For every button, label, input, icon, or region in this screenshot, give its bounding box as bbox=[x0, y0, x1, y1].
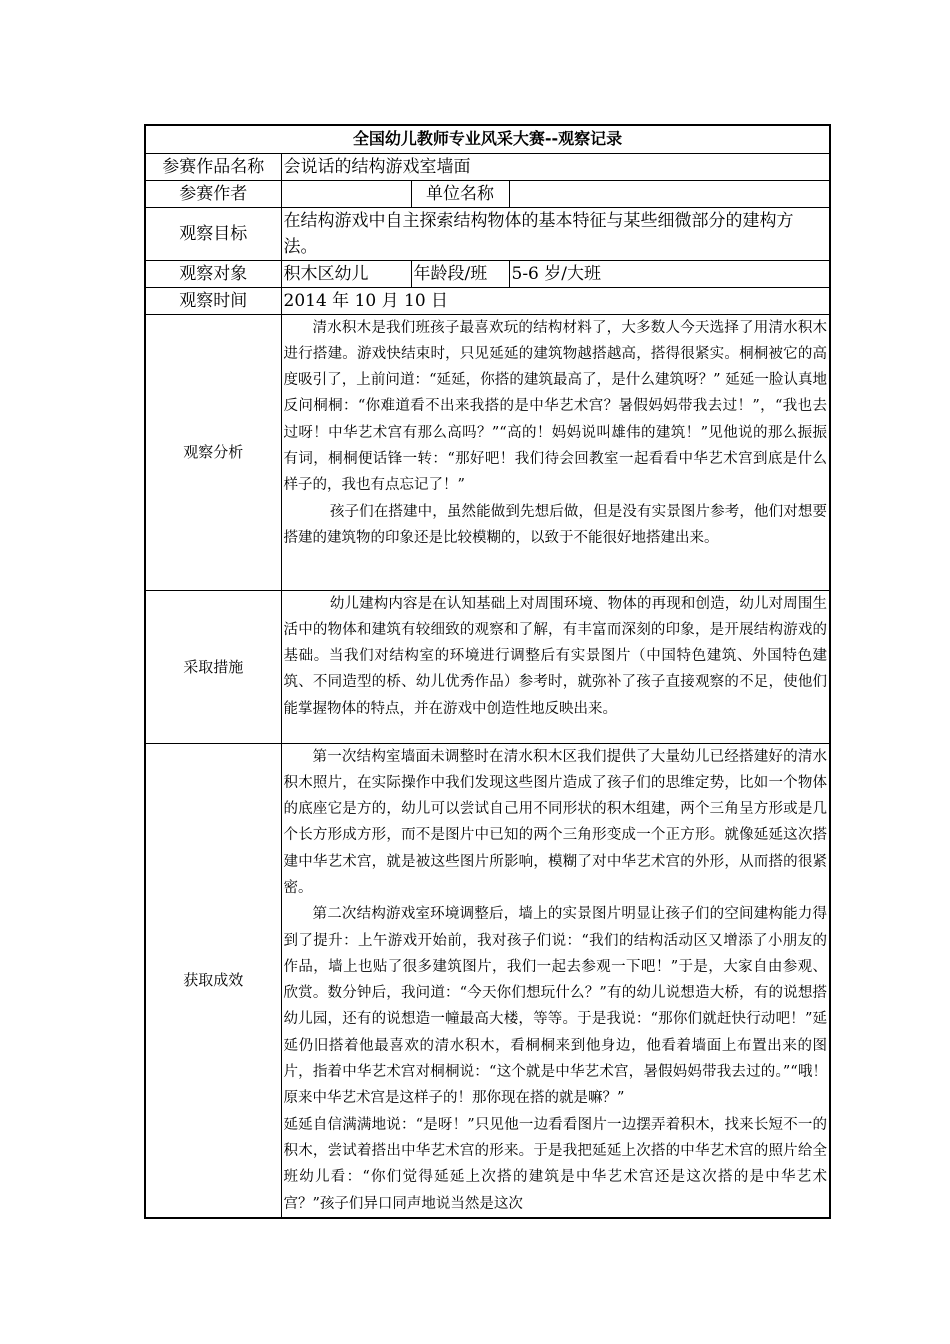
analysis-paragraph-1: 清水积木是我们班孩子最喜欢玩的结构材料了，大多数人今天选择了用清水积木进行搭建。游戏快结束时，只见延延的建筑物越搭越高，搭得很紧实。桐桐被它的高度吸引了，上前问道：“延延，你搭的建筑最高了，是什么建筑呀？” 延延一脸认真地反问桐桐：“你难道看不出来我搭的是中华艺术宫？暑假妈妈带我去过！”，“我也去过呀！中华艺术宫有那么高吗？”“高的！妈妈说叫雄伟的建筑！”见他说的那么振振有词，桐桐便话锋一转：“那好吧！我们待会回教室一起看看中华艺术宫到底是什么样子的，我也有点忘记了！” bbox=[283, 319, 828, 494]
age-group-value: 5-6 岁/大班 bbox=[509, 260, 830, 287]
results-paragraph-2: 第二次结构游戏室环境调整后，墙上的实景图片明显让孩子们的空间建构能力得到了提升：上午游戏开始前，我对孩子们说：“我们的结构活动区又增添了小朋友的作品，墙上也贴了很多建筑图片，我们一起去参观一下吧！”于是，大家自由参观、欣赏。数分钟后，我问道：“今天你们想玩什么？”有的幼儿说想造大桥，有的说想搭幼儿园，还有的说想造一幢最高大楼，等等。于是我说：“那你们就赶快行动吧！”延延仍旧搭着他最喜欢的清水积木，看桐桐来到他身边，他看着墙面上布置出来的图片，指着中华艺术宫对桐桐说：“这个就是中华艺术宫，暑假妈妈带我去过的。”“哦！原来中华艺术宫是这样子的！那你现在搭的就是嘛？” bbox=[283, 906, 828, 1107]
results-label: 获取成效 bbox=[145, 743, 281, 1218]
work-name-value: 会说话的结构游戏室墙面 bbox=[281, 153, 830, 180]
analysis-paragraph-2: 孩子们在搭建中，虽然能做到先想后做，但是没有实景图片参考，他们对想要搭建的建筑物的印象还是比较模糊的，以致于不能很好地搭建出来。 bbox=[283, 503, 828, 546]
age-group-label: 年龄段/班 bbox=[411, 260, 509, 287]
measures-label: 采取措施 bbox=[145, 590, 281, 743]
subject-label: 观察对象 bbox=[145, 260, 281, 287]
results-paragraph-3: 延延自信满满地说：“是呀！”只见他一边看看图片一边摆弄着积木，找来长短不一的积木，尝试着搭出中华艺术宫的形来。于是我把延延上次搭的中华艺术宫的照片给全班幼儿看：“你们觉得延延上次搭的建筑是中华艺术宫还是这次搭的是中华艺术宫？”孩子们异口同声地说当然是这次 bbox=[283, 1116, 828, 1212]
measures-paragraph-1: 幼儿建构内容是在认知基础上对周围环境、物体的再现和创造，幼儿对周围生活中的物体和建筑有较细致的观察和了解，有丰富而深刻的印象，是开展结构游戏的基础。当我们对结构室的环境进行调整后有实景图片（中国特色建筑、外国特色建筑、不同造型的桥、幼儿优秀作品）参考时，就弥补了孩子直接观察的不足，使他们能掌握物体的特点，并在游戏中创造性地反映出来。 bbox=[283, 595, 828, 717]
measures-content bbox=[281, 590, 830, 743]
unit-name-value bbox=[509, 180, 830, 207]
time-label: 观察时间 bbox=[145, 287, 281, 314]
observation-record-table bbox=[144, 124, 831, 1219]
record-title: 全国幼儿教师专业风采大赛--观察记录 bbox=[145, 125, 830, 153]
subject-value: 积木区幼儿 bbox=[281, 260, 411, 287]
analysis-label: 观察分析 bbox=[145, 314, 281, 590]
analysis-content bbox=[281, 314, 830, 590]
results-content bbox=[281, 743, 830, 1218]
goal-label: 观察目标 bbox=[145, 207, 281, 260]
work-name-label: 参赛作品名称 bbox=[145, 153, 281, 180]
observation-record-sheet bbox=[144, 124, 829, 1219]
results-paragraph-1: 第一次结构室墙面未调整时在清水积木区我们提供了大量幼儿已经搭建好的清水积木照片，在实际操作中我们发现这些图片造成了孩子们的思维定势，比如一个物体的底座它是方的，幼儿可以尝试自己用不同形状的积木组建，两个三角呈方形或是几个长方形成方形，而不是图片中已知的两个三角形变成一个正方形。就像延延这次搭建中华艺术宫，就是被这些图片所影响，模糊了对中华艺术宫的外形，从而搭的很紧密。 bbox=[283, 748, 828, 896]
author-value bbox=[281, 180, 411, 207]
goal-value: 在结构游戏中自主探索结构物体的基本特征与某些细微部分的建构方法。 bbox=[281, 207, 830, 260]
unit-name-label: 单位名称 bbox=[411, 180, 509, 207]
author-label: 参赛作者 bbox=[145, 180, 281, 207]
time-value: 2014 年 10 月 10 日 bbox=[281, 287, 830, 314]
